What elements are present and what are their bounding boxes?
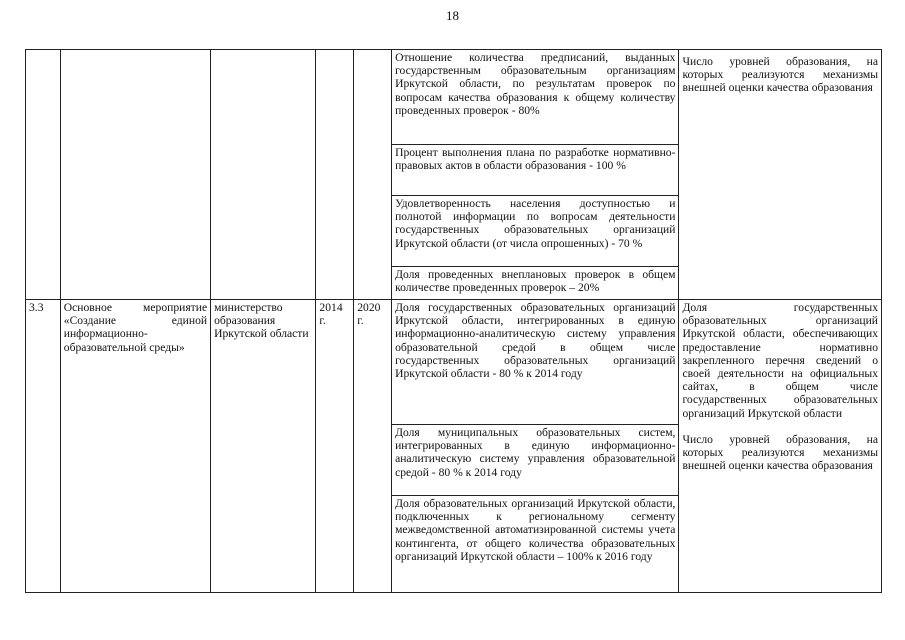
indicator-cell: Процент выполнения плана по разработке нормативно-правовых актов в области образования - 100 % xyxy=(392,145,679,196)
result-cell xyxy=(679,300,882,593)
result-text: Число уровней образования, на которых реализуются механизмы внешней оценки качества образования xyxy=(682,55,878,95)
year-start-cell xyxy=(316,50,354,300)
indicator-cell: Доля муниципальных образовательных систем, интегрированных в единую информационно-аналитическую систему управления образовательной средой - 80 % к 2014 году xyxy=(392,425,679,496)
executor-cell xyxy=(211,50,316,300)
year-start-cell: 2014 г. xyxy=(316,300,354,593)
result-text: Число уровней образования, на которых реализуются механизмы внешней оценки качества образования xyxy=(682,432,878,473)
page-number: 18 xyxy=(446,8,459,23)
year-end-cell xyxy=(354,50,392,300)
indicator-cell: Доля образовательных организаций Иркутской области, подключенных к региональному сегменту межведомственной автоматизированной системы учета контингента, от общего количества образовательных организаций Иркутской области – 100% к 2016 году xyxy=(392,496,679,593)
name-cell: Основное мероприятие «Создание единой информационно-образовательной среды» xyxy=(60,300,210,593)
indicator-cell: Удовлетворенность населения доступностью и полнотой информации по вопросам деятельности государственных образовательных организаций Иркутской области (от числа опрошенных) - 70 % xyxy=(392,196,679,267)
program-table xyxy=(25,49,882,593)
number-cell xyxy=(26,50,61,300)
executor-cell: министерство образования Иркутской области xyxy=(211,300,316,593)
table-row xyxy=(26,300,882,425)
indicator-cell: Доля проведенных внеплановых проверок в общем количестве проведенных проверок – 20% xyxy=(392,267,679,300)
table-row xyxy=(26,50,882,145)
number-cell: 3.3 xyxy=(26,300,61,593)
indicator-cell: Отношение количества предписаний, выданных государственным образовательным организациям Иркутской области, по результатам проверок по вопросам качества образования к общему количеству проведенных проверок - 80% xyxy=(392,50,679,145)
name-cell xyxy=(60,50,210,300)
indicator-cell: Доля государственных образовательных организаций Иркутской области, интегрированных в единую информационно-аналитическую систему управления образовательной средой в общем числе государственных образовательных организаций Иркутской области - 80 % к 2014 году xyxy=(392,300,679,425)
result-cell xyxy=(679,50,882,300)
year-end-cell: 2020 г. xyxy=(354,300,392,593)
result-text: Доля государственных образовательных организаций Иркутской области, обеспечивающих предоставление нормативно закрепленного перечня сведений о своей деятельности на официальных сайтах, в общем числе государственных образовательных организаций Иркутской области xyxy=(682,301,878,420)
